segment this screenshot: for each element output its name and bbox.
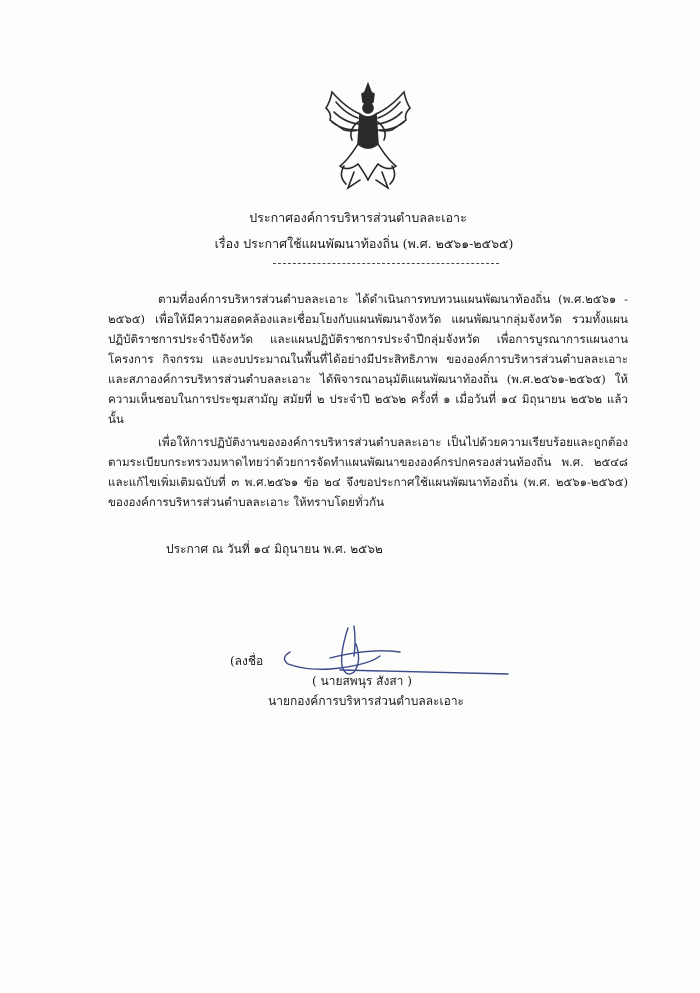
- body-paragraph-2: เพื่อให้การปฏิบัติงานขององค์การบริหารส่วนตำบลละเอาะ เป็นไปด้วยความเรียบร้อยและถูกต้อง ตามระเบียบกระทรวงมหาดไทยว่าด้วยการจัดทำแผนพัฒนาขององค์กรปกครองส่วนท้องถิ่น พ.ศ. ๒๕๔๘ และแก้ไขเพิ่มเติมฉบับที่ ๓ พ.ศ.๒๕๖๑ ข้อ ๒๔ จึงขอประกาศใช้แผนพัฒนาท้องถิ่น (พ.ศ. ๒๕๖๑-๒๕๖๕) ขององค์การบริหารส่วนตำบลละเอาะ ให้ทราบโดยทั่วกัน: [108, 435, 628, 509]
- signature-prefix: (ลงชื่อ: [230, 654, 264, 668]
- garuda-emblem-icon: [318, 80, 418, 192]
- signer-position: นายกองค์การบริหารส่วนตำบลละเอาะ: [268, 694, 464, 708]
- document-subject: เรื่อง ประกาศใช้แผนพัฒนาท้องถิ่น (พ.ศ. ๒๕๖๑-๒๕๖๕): [214, 236, 514, 251]
- separator-rule: [273, 263, 499, 264]
- signer-name: ( นายสพนุร สังสา ): [312, 674, 412, 688]
- body-paragraph-1: ตามที่องค์การบริหารส่วนตำบลละเอาะ ได้ดำเนินการทบทวนแผนพัฒนาท้องถิ่น (พ.ศ.๒๕๖๑ - ๒๕๖๕) เพื่อให้มีความสอดคล้องและเชื่อมโยงกับแผนพัฒนาจังหวัด แผนพัฒนากลุ่มจังหวัด รวมทั้งแผนปฏิบัติราชการประจำปีจังหวัด และแผนปฏิบัติราชการประจำปีกลุ่มจังหวัด เพื่อการบูรณาการแผนงาน โครงการ กิจกรรม และงบประมาณในพื้นที่ได้อย่างมีประสิทธิภาพ ขององค์การบริหารส่วนตำบลละเอาะ และสภาองค์การบริหารส่วนตำบลละเอาะ ได้พิจารณาอนุมัติแผนพัฒนาท้องถิ่น (พ.ศ.๒๕๖๑-๒๕๖๕) ให้ความเห็นชอบในการประชุมสามัญ สมัยที่ ๒ ประจำปี ๒๕๖๒ ครั้งที่ ๑ เมื่อวันที่ ๑๔ มิถุนายน ๒๕๖๒ แล้วนั้น: [108, 292, 628, 426]
- document-title: ประกาศองค์การบริหารส่วนตำบลละเอาะ: [249, 210, 467, 225]
- announcement-date: ประกาศ ณ วันที่ ๑๔ มิถุนายน พ.ศ. ๒๕๖๒: [166, 542, 383, 556]
